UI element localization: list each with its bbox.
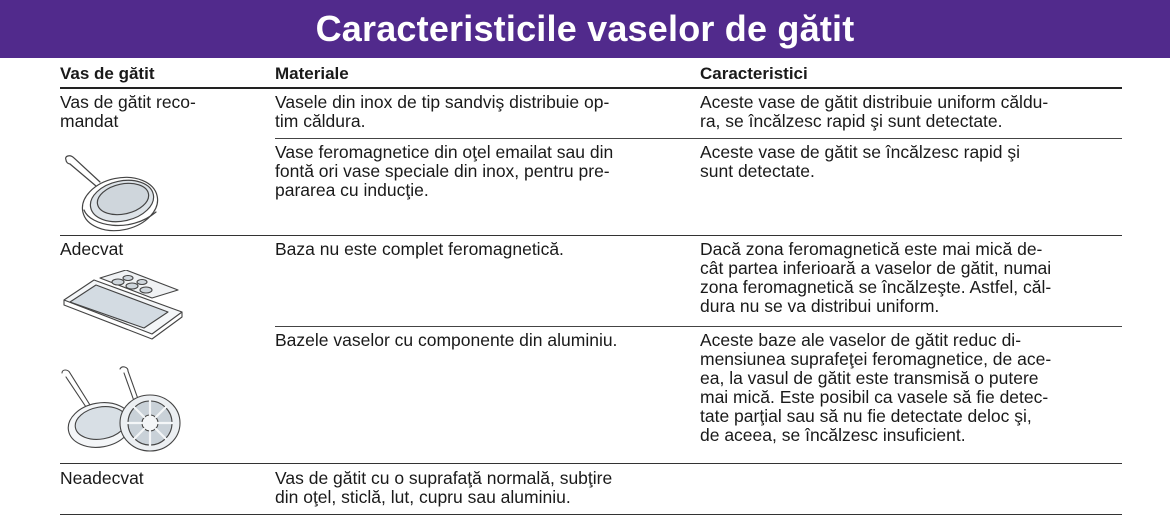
table-cell: Aceste vase de gătit distribuie uniform căldu- ra, se încălzesc rapid şi sunt detectate.: [700, 92, 1049, 131]
title-banner: [0, 0, 1170, 58]
category-recommended: Vas de gătit reco- mandat: [60, 92, 196, 131]
category-unsuitable: Neadecvat: [60, 468, 144, 488]
table-cell: Aceste vase de gătit se încălzesc rapid şi sunt detectate.: [700, 142, 1021, 181]
table-cell: Bazele vaselor cu componente din aluminiu.: [275, 330, 618, 350]
header-cookware: Vas de gătit: [60, 64, 155, 83]
table-cell: Dacă zona feromagnetică este mai mică de- cât partea inferioară a vaselor de gătit, numai zona feromagnetică se încălzeşte. Astfel, căl- dura nu se va distribui uniform.: [700, 239, 1052, 316]
griddle-plate-icon: [60, 270, 186, 340]
header-materials: Materiale: [275, 64, 349, 83]
frying-pan-icon: [60, 152, 164, 236]
section-divider: [60, 463, 1122, 464]
category-suitable: Adecvat: [60, 239, 124, 259]
header-characteristics: Caracteristici: [700, 64, 808, 83]
table-cell: Aceste baze ale vaselor de gătit reduc di- mensiunea suprafeţei feromagnetice, de ace- ea, la vasul de gătit este transmisă o putere mai mică. Este posibil ca vasele să fie detec- tate parţial sau să nu fie detectate deloc şi, de aceea, se încălzesc insuficient.: [700, 330, 1052, 445]
table-cell: Vas de gătit cu o suprafaţă normală, subţire din oţel, sticlă, lut, cupru sau aluminiu.: [275, 468, 613, 507]
section-divider: [60, 235, 1122, 236]
page-title: Caracteristicile vaselor de gătit: [315, 8, 855, 49]
table-bottom-border: [60, 514, 1122, 515]
row-divider: [275, 138, 1122, 139]
pans-with-aluminium-base-icon: [60, 365, 186, 453]
row-divider: [275, 326, 1122, 327]
table-cell: Vase feromagnetice din oţel emailat sau din fontă ori vase speciale din inox, pentru pre- pararea cu inducţie.: [275, 142, 614, 200]
table-cell: Vasele din inox de tip sandviş distribuie op- tim căldura.: [275, 92, 610, 131]
table-cell: Baza nu este complet feromagnetică.: [275, 239, 564, 259]
header-divider: [60, 87, 1122, 89]
